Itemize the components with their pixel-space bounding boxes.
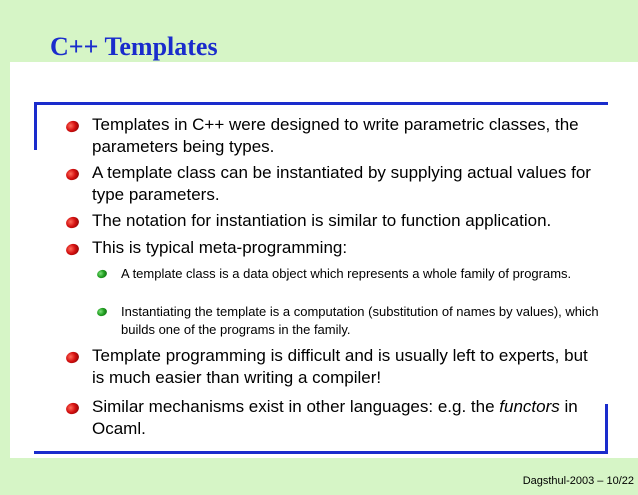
- list-item: Template programming is difficult and is usually left to experts, but is much easier than writing a compiler!: [92, 346, 588, 387]
- frame-bottom-line: [34, 451, 608, 454]
- slide-title: C++ Templates: [50, 32, 218, 61]
- list-item: Templates in C++ were designed to write parametric classes, the parameters being types.: [92, 115, 579, 156]
- list-item: [92, 396, 602, 440]
- item-text-after: in Ocaml.: [92, 397, 578, 438]
- sub-list-item: Instantiating the template is a computation (substitution of names by values), which builds one of the programs in the family.: [121, 304, 599, 337]
- list-item: The notation for instantiation is similar to function application.: [92, 211, 552, 230]
- functors-emphasis: functors: [499, 397, 560, 416]
- item-text-before: Similar mechanisms exist in other languages: e.g. the: [92, 397, 500, 416]
- frame-left-line: [34, 102, 37, 150]
- slide-footer: Dagsthul-2003 – 10/22: [522, 475, 634, 487]
- list-item: A template class can be instantiated by supplying actual values for type parameters.: [92, 163, 591, 204]
- sub-list-item: A template class is a data object which represents a whole family of programs.: [121, 266, 572, 281]
- frame-right-line: [605, 404, 608, 454]
- list-item: This is typical meta-programming:: [92, 238, 348, 257]
- frame-top-line: [34, 102, 608, 105]
